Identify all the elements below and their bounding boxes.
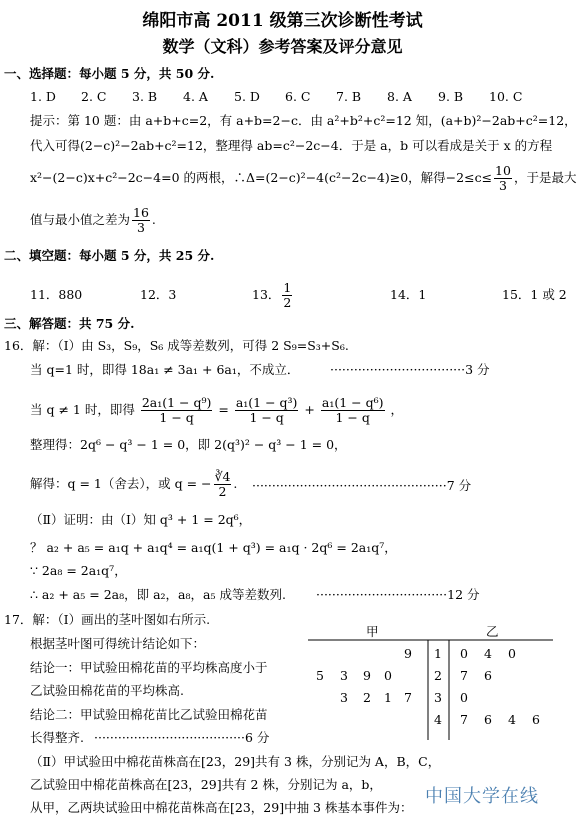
- watermark-text: 中国大学在线: [425, 786, 539, 807]
- q16-line: 解得：q = 1（舍去），或 q = − $\frac{∛4}{2}$ . ·················································7 分: [30, 469, 472, 499]
- leaf: 2: [363, 690, 371, 705]
- leaf: 0: [384, 668, 392, 683]
- section3-heading: 三、解答题：共 75 分.: [4, 316, 135, 331]
- q17-line: 长得整齐. ······································6 分: [30, 730, 270, 745]
- answer-item: 9. B: [438, 89, 464, 104]
- leaf: 0: [508, 646, 516, 661]
- answer-item: 1. D: [30, 89, 56, 104]
- leaf: 1: [384, 690, 392, 705]
- answer-item: 3. B: [132, 89, 158, 104]
- leaf: 6: [532, 712, 540, 727]
- leaf: 6: [484, 668, 492, 683]
- leaf: 4: [508, 712, 516, 727]
- fraction: $\frac{1}{2}$: [283, 280, 292, 310]
- leaf: 7: [404, 690, 412, 705]
- answer-row: [30, 89, 522, 105]
- answer-item: 10. C: [489, 89, 523, 104]
- stem: 2: [434, 668, 442, 683]
- answer-item: 7. B: [336, 89, 362, 104]
- q17-line: 乙试验田棉花苗的平均株高.: [30, 683, 184, 698]
- q16-line: （Ⅱ）证明：由（Ⅰ）知 q³ + 1 = 2q⁶，: [30, 512, 252, 527]
- leaf: 7: [460, 712, 468, 727]
- fill-answers: 11．880 12．3 13． $\frac{1}{2}$ 14．1 15．1 或 2: [30, 280, 567, 310]
- doc-subtitle: 数学（文科）参考答案及评分意见: [162, 37, 403, 56]
- leaf: 5: [316, 668, 324, 683]
- leaf: 4: [484, 646, 492, 661]
- q17-line: 17．解：（Ⅰ）画出的茎叶图如右所示.: [4, 612, 211, 627]
- leaf: 9: [404, 646, 412, 661]
- fraction: $\frac{16}{3}$: [133, 205, 149, 235]
- leaf: 3: [340, 690, 348, 705]
- answer-item: 4. A: [183, 89, 208, 104]
- stem-leaf-left-header: 甲: [366, 624, 379, 639]
- leaf: 0: [460, 646, 468, 661]
- answer-item: 2. C: [81, 89, 107, 104]
- stem: 3: [434, 690, 442, 705]
- stem: 1: [434, 646, 442, 661]
- leaf: 3: [340, 668, 348, 683]
- answer-item: 5. D: [234, 89, 260, 104]
- q17-line: 结论二：甲试验田棉花苗比乙试验田棉花苗: [30, 707, 268, 722]
- section1-heading: 一、选择题：每小题 5 分，共 50 分.: [4, 66, 215, 81]
- leaf: 6: [484, 712, 492, 727]
- fraction: $\frac{10}{3}$: [495, 163, 511, 193]
- q16-line: 当 q=1 时，即得 18a₁ ≠ 3a₁ + 6a₁，不成立． ··································3 分: [30, 362, 490, 377]
- hint-line: 提示：第 10 题：由 a+b+c=2，有 a+b=2−c．由 a²+b²+c²=12 知，(a+b)²−2ab+c²=12，: [30, 113, 577, 128]
- q16-line: ∵ 2a₈ = 2a₁q⁷，: [30, 563, 127, 578]
- stem-leaf-right-header: 乙: [486, 624, 499, 639]
- q16-line: 16．解：（Ⅰ）由 S₃，S₉，S₆ 成等差数列，可得 2 S₉=S₃+S₆.: [4, 338, 349, 353]
- stem: 4: [434, 712, 442, 727]
- q17-line: （Ⅱ）甲试验田中棉花苗株高在[23，29]共有 3 株，分别记为 A，B，C，: [30, 754, 441, 769]
- hint-line: 值与最小值之差为 $\frac{16}{3}$ .: [30, 205, 156, 235]
- leaf: 7: [460, 668, 468, 683]
- answer-item: 6. C: [285, 89, 311, 104]
- hint-line: 代入可得(2−c)²−2ab+c²=12，整理得 ab=c²−2c−4．于是 a，b 可以看成是关于 x 的方程: [30, 138, 553, 153]
- q17-line: 乙试验田中棉花苗株高在[23，29]共有 2 株，分别记为 a，b，: [30, 777, 382, 792]
- doc-title: 绵阳市高 2011 级第三次诊断性考试: [142, 11, 423, 31]
- q17-line: 根据茎叶图可得统计结论如下：: [30, 636, 206, 651]
- hint-line: x²−(2−c)x+c²−2c−4=0 的两根，∴Δ=(2−c)²−4(c²−2c−4)≥0，解得−2≤c≤ $\frac{10}{3}$ ，于是最大: [30, 163, 577, 193]
- leaf: 9: [363, 668, 371, 683]
- answer-item: 8. A: [387, 89, 412, 104]
- q16-line: 当 q ≠ 1 时，即得 $\frac{\text{2a₁(1 − q⁹)}}{1 - q}$ = $\frac{\text{a₁(1 − q³)}}{1 - q}$ + $\frac{\text{a₁(1 − q⁶)}}{1 - q}$ ，: [30, 395, 403, 425]
- q16-line: 整理得：2q⁶ − q³ − 1 = 0，即 2(q³)² − q³ − 1 = 0，: [30, 437, 347, 452]
- q16-line: ？ a₂ + a₅ = a₁q + a₁q⁴ = a₁q(1 + q³) = a₁q · 2q⁶ = 2a₁q⁷，: [30, 540, 397, 555]
- q17-line: 结论一：甲试验田棉花苗的平均株高度小于: [30, 660, 268, 675]
- leaf: 0: [460, 690, 468, 705]
- section2-heading: 二、填空题：每小题 5 分，共 25 分.: [4, 248, 215, 263]
- q16-line: ∴ a₂ + a₅ = 2a₈，即 a₂，a₈，a₅ 成等差数列. ·································12 分: [30, 587, 480, 602]
- q17-line: 从甲，乙两块试验田中棉花苗株高在[23，29]中抽 3 株基本事件为：: [30, 800, 413, 815]
